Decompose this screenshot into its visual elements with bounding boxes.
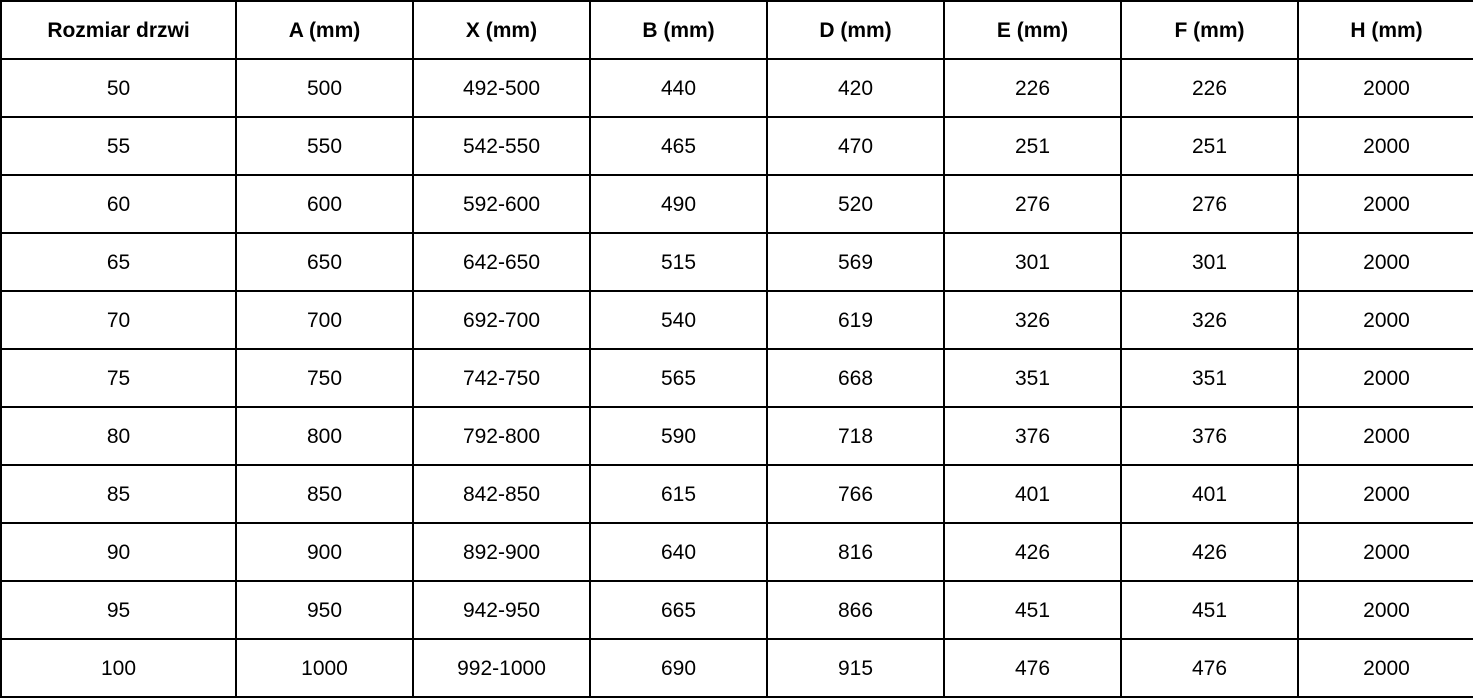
table-row [1,59,1473,117]
dimension-cell: 942-950 [413,581,590,639]
dimension-cell: 915 [767,639,944,697]
dimension-cell: 476 [1121,639,1298,697]
dimension-cell: 2000 [1298,349,1473,407]
dimension-cell: 692-700 [413,291,590,349]
column-header: E (mm) [944,1,1121,59]
dimension-cell: 276 [1121,175,1298,233]
dimension-cell: 520 [767,175,944,233]
door-size-cell: 75 [1,349,236,407]
dimension-cell: 565 [590,349,767,407]
header-row [1,1,1473,59]
dimension-cell: 742-750 [413,349,590,407]
dimension-cell: 866 [767,581,944,639]
table-row [1,465,1473,523]
dimension-cell: 619 [767,291,944,349]
dimension-cell: 351 [944,349,1121,407]
table-row [1,349,1473,407]
dimension-cell: 569 [767,233,944,291]
column-header: H (mm) [1298,1,1473,59]
dimension-cell: 592-600 [413,175,590,233]
dimension-cell: 226 [944,59,1121,117]
dimension-cell: 600 [236,175,413,233]
dimension-cell: 2000 [1298,639,1473,697]
dimension-cell: 2000 [1298,117,1473,175]
door-size-cell: 95 [1,581,236,639]
dimension-cell: 950 [236,581,413,639]
dimension-cell: 792-800 [413,407,590,465]
dimension-cell: 465 [590,117,767,175]
dimension-cell: 426 [1121,523,1298,581]
dimension-cell: 426 [944,523,1121,581]
dimension-cell: 842-850 [413,465,590,523]
door-size-cell: 80 [1,407,236,465]
dimension-cell: 301 [944,233,1121,291]
table-row [1,291,1473,349]
table-row [1,523,1473,581]
door-size-cell: 55 [1,117,236,175]
dimension-cell: 900 [236,523,413,581]
dimension-cell: 1000 [236,639,413,697]
dimension-cell: 376 [944,407,1121,465]
dimension-cell: 490 [590,175,767,233]
dimension-cell: 451 [1121,581,1298,639]
dimension-cell: 492-500 [413,59,590,117]
dimension-cell: 615 [590,465,767,523]
dimension-cell: 326 [1121,291,1298,349]
dimension-cell: 451 [944,581,1121,639]
dimension-cell: 850 [236,465,413,523]
dimension-cell: 2000 [1298,233,1473,291]
dimension-cell: 276 [944,175,1121,233]
dimension-cell: 766 [767,465,944,523]
dimension-cell: 2000 [1298,523,1473,581]
dimension-cell: 750 [236,349,413,407]
dimension-cell: 476 [944,639,1121,697]
dimension-cell: 668 [767,349,944,407]
dimension-cell: 500 [236,59,413,117]
column-header: B (mm) [590,1,767,59]
dimension-cell: 700 [236,291,413,349]
dimension-cell: 376 [1121,407,1298,465]
dimension-cell: 2000 [1298,465,1473,523]
dimension-cell: 650 [236,233,413,291]
door-size-cell: 50 [1,59,236,117]
column-header: D (mm) [767,1,944,59]
table-row [1,581,1473,639]
dimension-cell: 2000 [1298,59,1473,117]
table-row [1,175,1473,233]
table-row [1,639,1473,697]
dimension-cell: 992-1000 [413,639,590,697]
door-size-cell: 60 [1,175,236,233]
dimension-cell: 251 [944,117,1121,175]
dimension-cell: 590 [590,407,767,465]
door-size-cell: 85 [1,465,236,523]
dimension-cell: 420 [767,59,944,117]
table-header [1,1,1473,59]
dimension-cell: 470 [767,117,944,175]
dimension-cell: 642-650 [413,233,590,291]
dimension-cell: 401 [944,465,1121,523]
door-size-cell: 100 [1,639,236,697]
dimension-cell: 550 [236,117,413,175]
dimension-cell: 540 [590,291,767,349]
dimension-cell: 2000 [1298,581,1473,639]
table-row [1,407,1473,465]
dimension-cell: 2000 [1298,175,1473,233]
dimension-cell: 2000 [1298,291,1473,349]
table-row [1,117,1473,175]
dimension-cell: 401 [1121,465,1298,523]
dimension-cell: 816 [767,523,944,581]
table-row [1,233,1473,291]
door-size-cell: 65 [1,233,236,291]
dimension-cell: 326 [944,291,1121,349]
dimension-cell: 718 [767,407,944,465]
column-header: Rozmiar drzwi [1,1,236,59]
dimension-cell: 892-900 [413,523,590,581]
column-header: F (mm) [1121,1,1298,59]
door-size-cell: 90 [1,523,236,581]
column-header: A (mm) [236,1,413,59]
dimension-cell: 226 [1121,59,1298,117]
dimension-cell: 665 [590,581,767,639]
dimension-cell: 251 [1121,117,1298,175]
door-size-cell: 70 [1,291,236,349]
dimension-cell: 440 [590,59,767,117]
dimension-cell: 690 [590,639,767,697]
dimension-cell: 351 [1121,349,1298,407]
dimension-cell: 800 [236,407,413,465]
dimension-cell: 640 [590,523,767,581]
dimension-cell: 542-550 [413,117,590,175]
dimension-cell: 2000 [1298,407,1473,465]
dimension-cell: 301 [1121,233,1298,291]
column-header: X (mm) [413,1,590,59]
table-body [1,59,1473,697]
dimension-cell: 515 [590,233,767,291]
